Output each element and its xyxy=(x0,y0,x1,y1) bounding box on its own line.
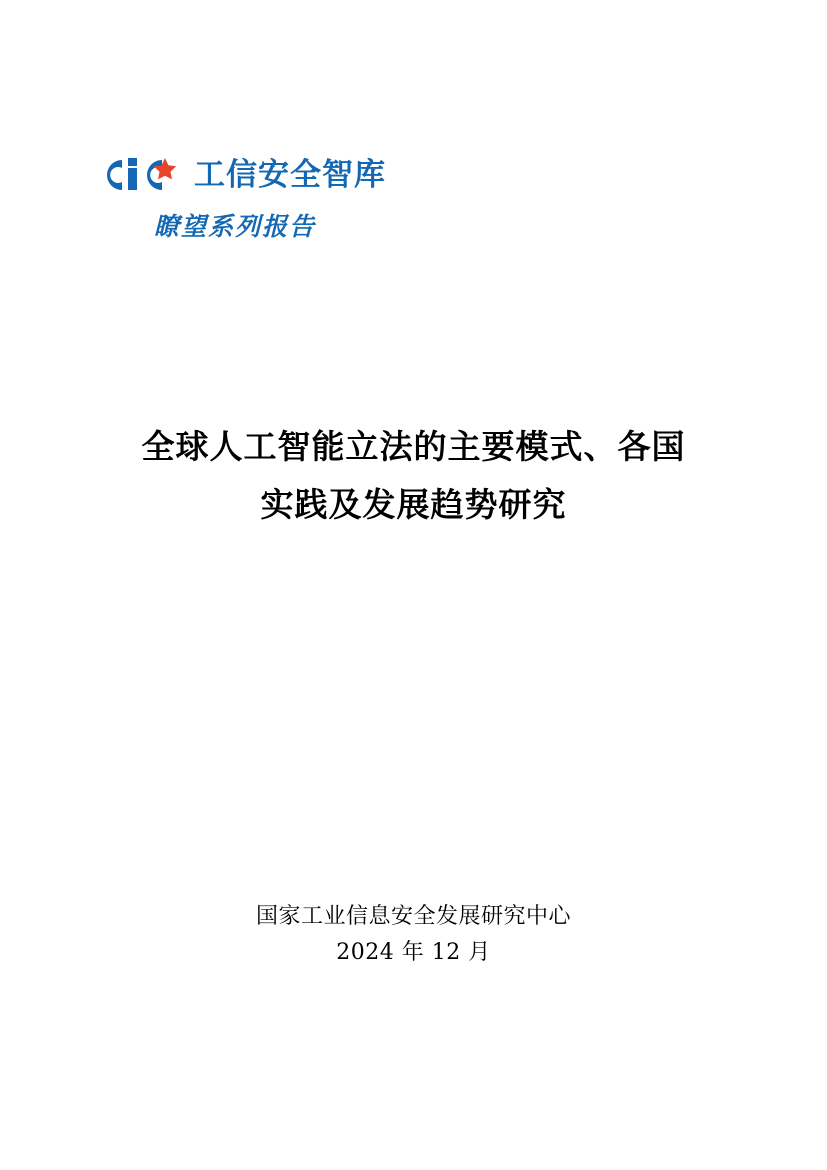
publication-date: 2024 年 12 月 xyxy=(336,940,491,966)
logo-series-label: 瞭望系列报告 xyxy=(154,212,317,241)
cic-logo-icon xyxy=(100,156,188,194)
page-title-line-2: 实践及发展趋势研究 xyxy=(260,484,567,524)
publisher-organization: 国家工业信息安全发展研究中心 xyxy=(255,904,571,929)
page-title xyxy=(90,418,737,534)
cover-footer xyxy=(90,900,737,971)
logo-wordmark: 工信安全智库 xyxy=(194,156,386,193)
brand-logo-block xyxy=(100,155,520,243)
logo-row xyxy=(100,155,520,195)
page-title-line-1: 全球人工智能立法的主要模式、各国 xyxy=(141,427,686,466)
